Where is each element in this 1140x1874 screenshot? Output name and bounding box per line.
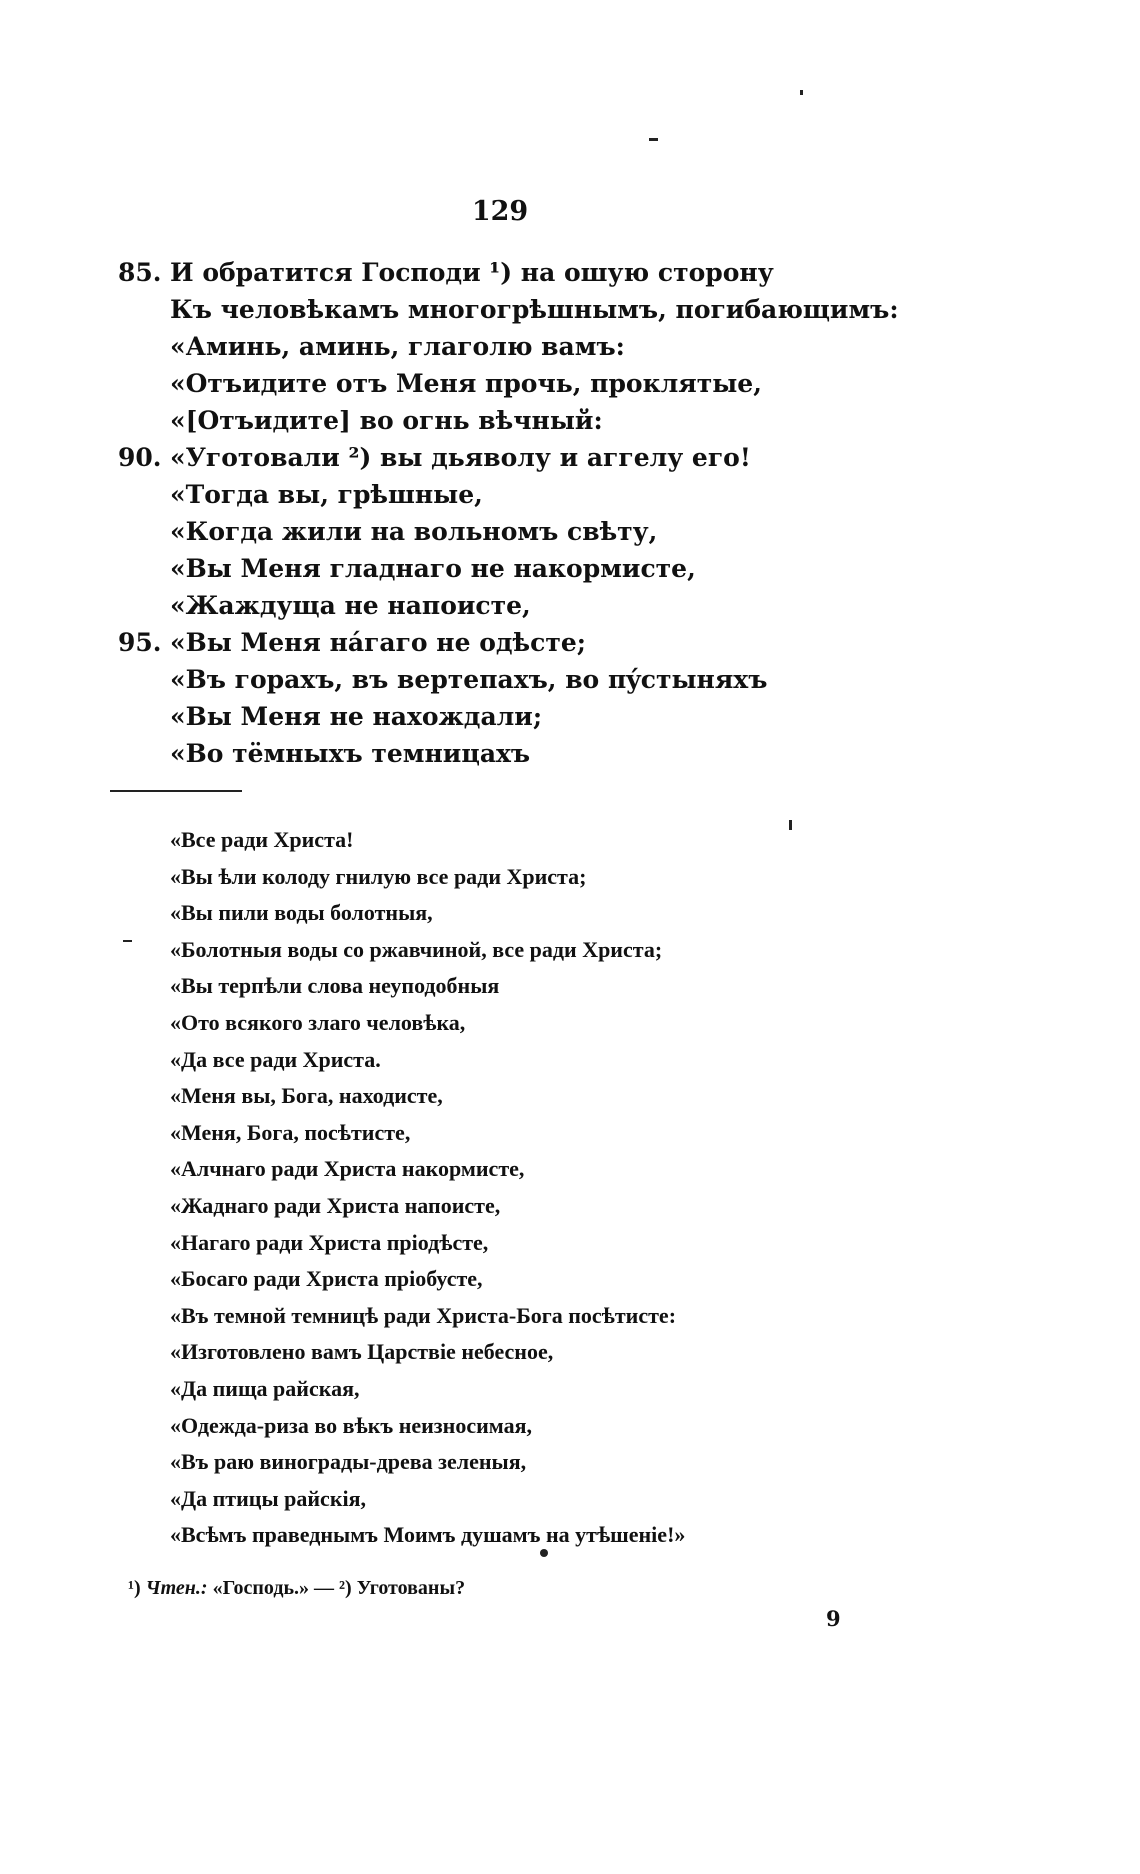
variant-line bbox=[0, 1517, 1100, 1554]
variant-text: «Въ раю винограды-древа зеленыя, bbox=[170, 1449, 527, 1475]
verse-text: «Вы Меня нáгаго не одѣсте; bbox=[170, 628, 586, 657]
verse-line bbox=[0, 328, 1100, 365]
signature-mark: 9 bbox=[826, 1606, 841, 1631]
verse-text: «[Отъидите] во огнь вѣчный: bbox=[170, 406, 603, 435]
footnote-mark: ¹) bbox=[128, 1577, 141, 1599]
variant-text: «Нагаго ради Христа пріодѣсте, bbox=[170, 1229, 489, 1255]
footnote-abbreviation: Чтен.: bbox=[145, 1577, 208, 1599]
section-divider bbox=[110, 790, 242, 792]
footnote bbox=[128, 1577, 465, 1600]
variant-line bbox=[0, 1005, 1100, 1042]
verse-line bbox=[0, 291, 1100, 328]
verse-text: «Вы Меня не нахождали; bbox=[170, 702, 543, 731]
verse-text: И обратится Господи ¹) на ошую сторону bbox=[170, 258, 774, 287]
verse-text: «Вы Меня гладнаго не накормисте, bbox=[170, 554, 696, 583]
variant-line bbox=[0, 1261, 1100, 1298]
variant-text: «Жаднаго ради Христа напоисте, bbox=[170, 1192, 501, 1218]
verse-line bbox=[0, 513, 1100, 550]
variant-text: «Меня, Бога, посѣтисте, bbox=[170, 1119, 411, 1145]
verse-text: «Жаждуща не напоисте, bbox=[170, 591, 531, 620]
verse-text: «Въ горахъ, въ вертепахъ, во пýстыняхъ bbox=[170, 665, 768, 694]
variant-text: «Въ темной темницѣ ради Христа-Бога посѣтисте: bbox=[170, 1302, 677, 1328]
variant-line bbox=[0, 895, 1100, 932]
scan-speck bbox=[123, 940, 132, 942]
verse-line bbox=[0, 550, 1100, 587]
variant-text: «Болотныя воды со ржавчиной, все ради Христа; bbox=[170, 936, 663, 962]
variant-text: «Меня вы, Бога, находисте, bbox=[170, 1083, 443, 1109]
verse-line bbox=[0, 698, 1100, 735]
scan-speck bbox=[540, 1549, 548, 1557]
verse-text: «Уготовали ²) вы дьяволу и аггелу его! bbox=[170, 443, 751, 472]
variant-line bbox=[0, 1444, 1100, 1481]
variant-text: «Вы терпѣли слова неуподобныя bbox=[170, 973, 500, 999]
verse-block bbox=[0, 254, 1100, 772]
variant-text: «Всѣмъ праведнымъ Моимъ душамъ на утѣшеніе!» bbox=[170, 1522, 686, 1548]
variant-line bbox=[0, 932, 1100, 969]
footnote-text: «Господь.» — ²) Уготованы? bbox=[212, 1577, 466, 1599]
verse-text: «Во тёмныхъ темницахъ bbox=[170, 739, 531, 768]
verse-line bbox=[0, 365, 1100, 402]
variant-text: «Вы пили воды болотныя, bbox=[170, 900, 433, 926]
variant-line bbox=[0, 1408, 1100, 1445]
scan-speck bbox=[800, 90, 803, 95]
verse-text: «Аминь, аминь, глаголю вамъ: bbox=[170, 332, 625, 361]
line-number: 85. bbox=[118, 258, 162, 287]
verse-line bbox=[0, 661, 1100, 698]
verse-line bbox=[0, 439, 1100, 476]
variant-line bbox=[0, 1042, 1100, 1079]
verse-text: «Отъидите отъ Меня прочь, проклятые, bbox=[170, 369, 762, 398]
verse-line bbox=[0, 587, 1100, 624]
scan-speck bbox=[649, 138, 658, 141]
verse-line bbox=[0, 624, 1100, 661]
variant-line bbox=[0, 1151, 1100, 1188]
line-number: 95. bbox=[118, 628, 162, 657]
variant-text: «Да все ради Христа. bbox=[170, 1046, 381, 1072]
variant-text: «Изготовлено вамъ Царствіе небесное, bbox=[170, 1339, 554, 1365]
scan-speck bbox=[789, 820, 792, 830]
variant-text: «Вы ѣли колоду гнилую все ради Христа; bbox=[170, 863, 587, 889]
variant-text: «Да пища райская, bbox=[170, 1375, 360, 1401]
variant-line bbox=[0, 822, 1100, 859]
variant-line bbox=[0, 1188, 1100, 1225]
verse-text: «Когда жили на вольномъ свѣту, bbox=[170, 517, 658, 546]
variant-line bbox=[0, 1371, 1100, 1408]
variant-line bbox=[0, 1481, 1100, 1518]
variant-text: «Босаго ради Христа пріобусте, bbox=[170, 1266, 483, 1292]
variant-line bbox=[0, 1225, 1100, 1262]
variant-line bbox=[0, 859, 1100, 896]
verse-line bbox=[0, 402, 1100, 439]
variant-text: «Одежда-риза во вѣкъ неизносимая, bbox=[170, 1412, 533, 1438]
variant-line bbox=[0, 1298, 1100, 1335]
verse-line bbox=[0, 254, 1100, 291]
variant-text: «Ото всякого злаго человѣка, bbox=[170, 1009, 466, 1035]
variant-line bbox=[0, 968, 1100, 1005]
variant-text: «Все ради Христа! bbox=[170, 827, 354, 852]
verse-text: Къ человѣкамъ многогрѣшнымъ, погибающимъ: bbox=[170, 295, 899, 324]
verse-line bbox=[0, 476, 1100, 513]
variant-line bbox=[0, 1334, 1100, 1371]
variant-line bbox=[0, 1115, 1100, 1152]
page-number: 129 bbox=[471, 196, 529, 227]
variant-text: «Да птицы райскія, bbox=[170, 1485, 367, 1511]
variant-line bbox=[0, 1078, 1100, 1115]
verse-line bbox=[0, 735, 1100, 772]
line-number: 90. bbox=[118, 443, 162, 472]
verse-text: «Тогда вы, грѣшные, bbox=[170, 480, 483, 509]
variant-text: «Алчнаго ради Христа накормисте, bbox=[170, 1156, 525, 1182]
variant-block bbox=[0, 822, 1100, 1554]
